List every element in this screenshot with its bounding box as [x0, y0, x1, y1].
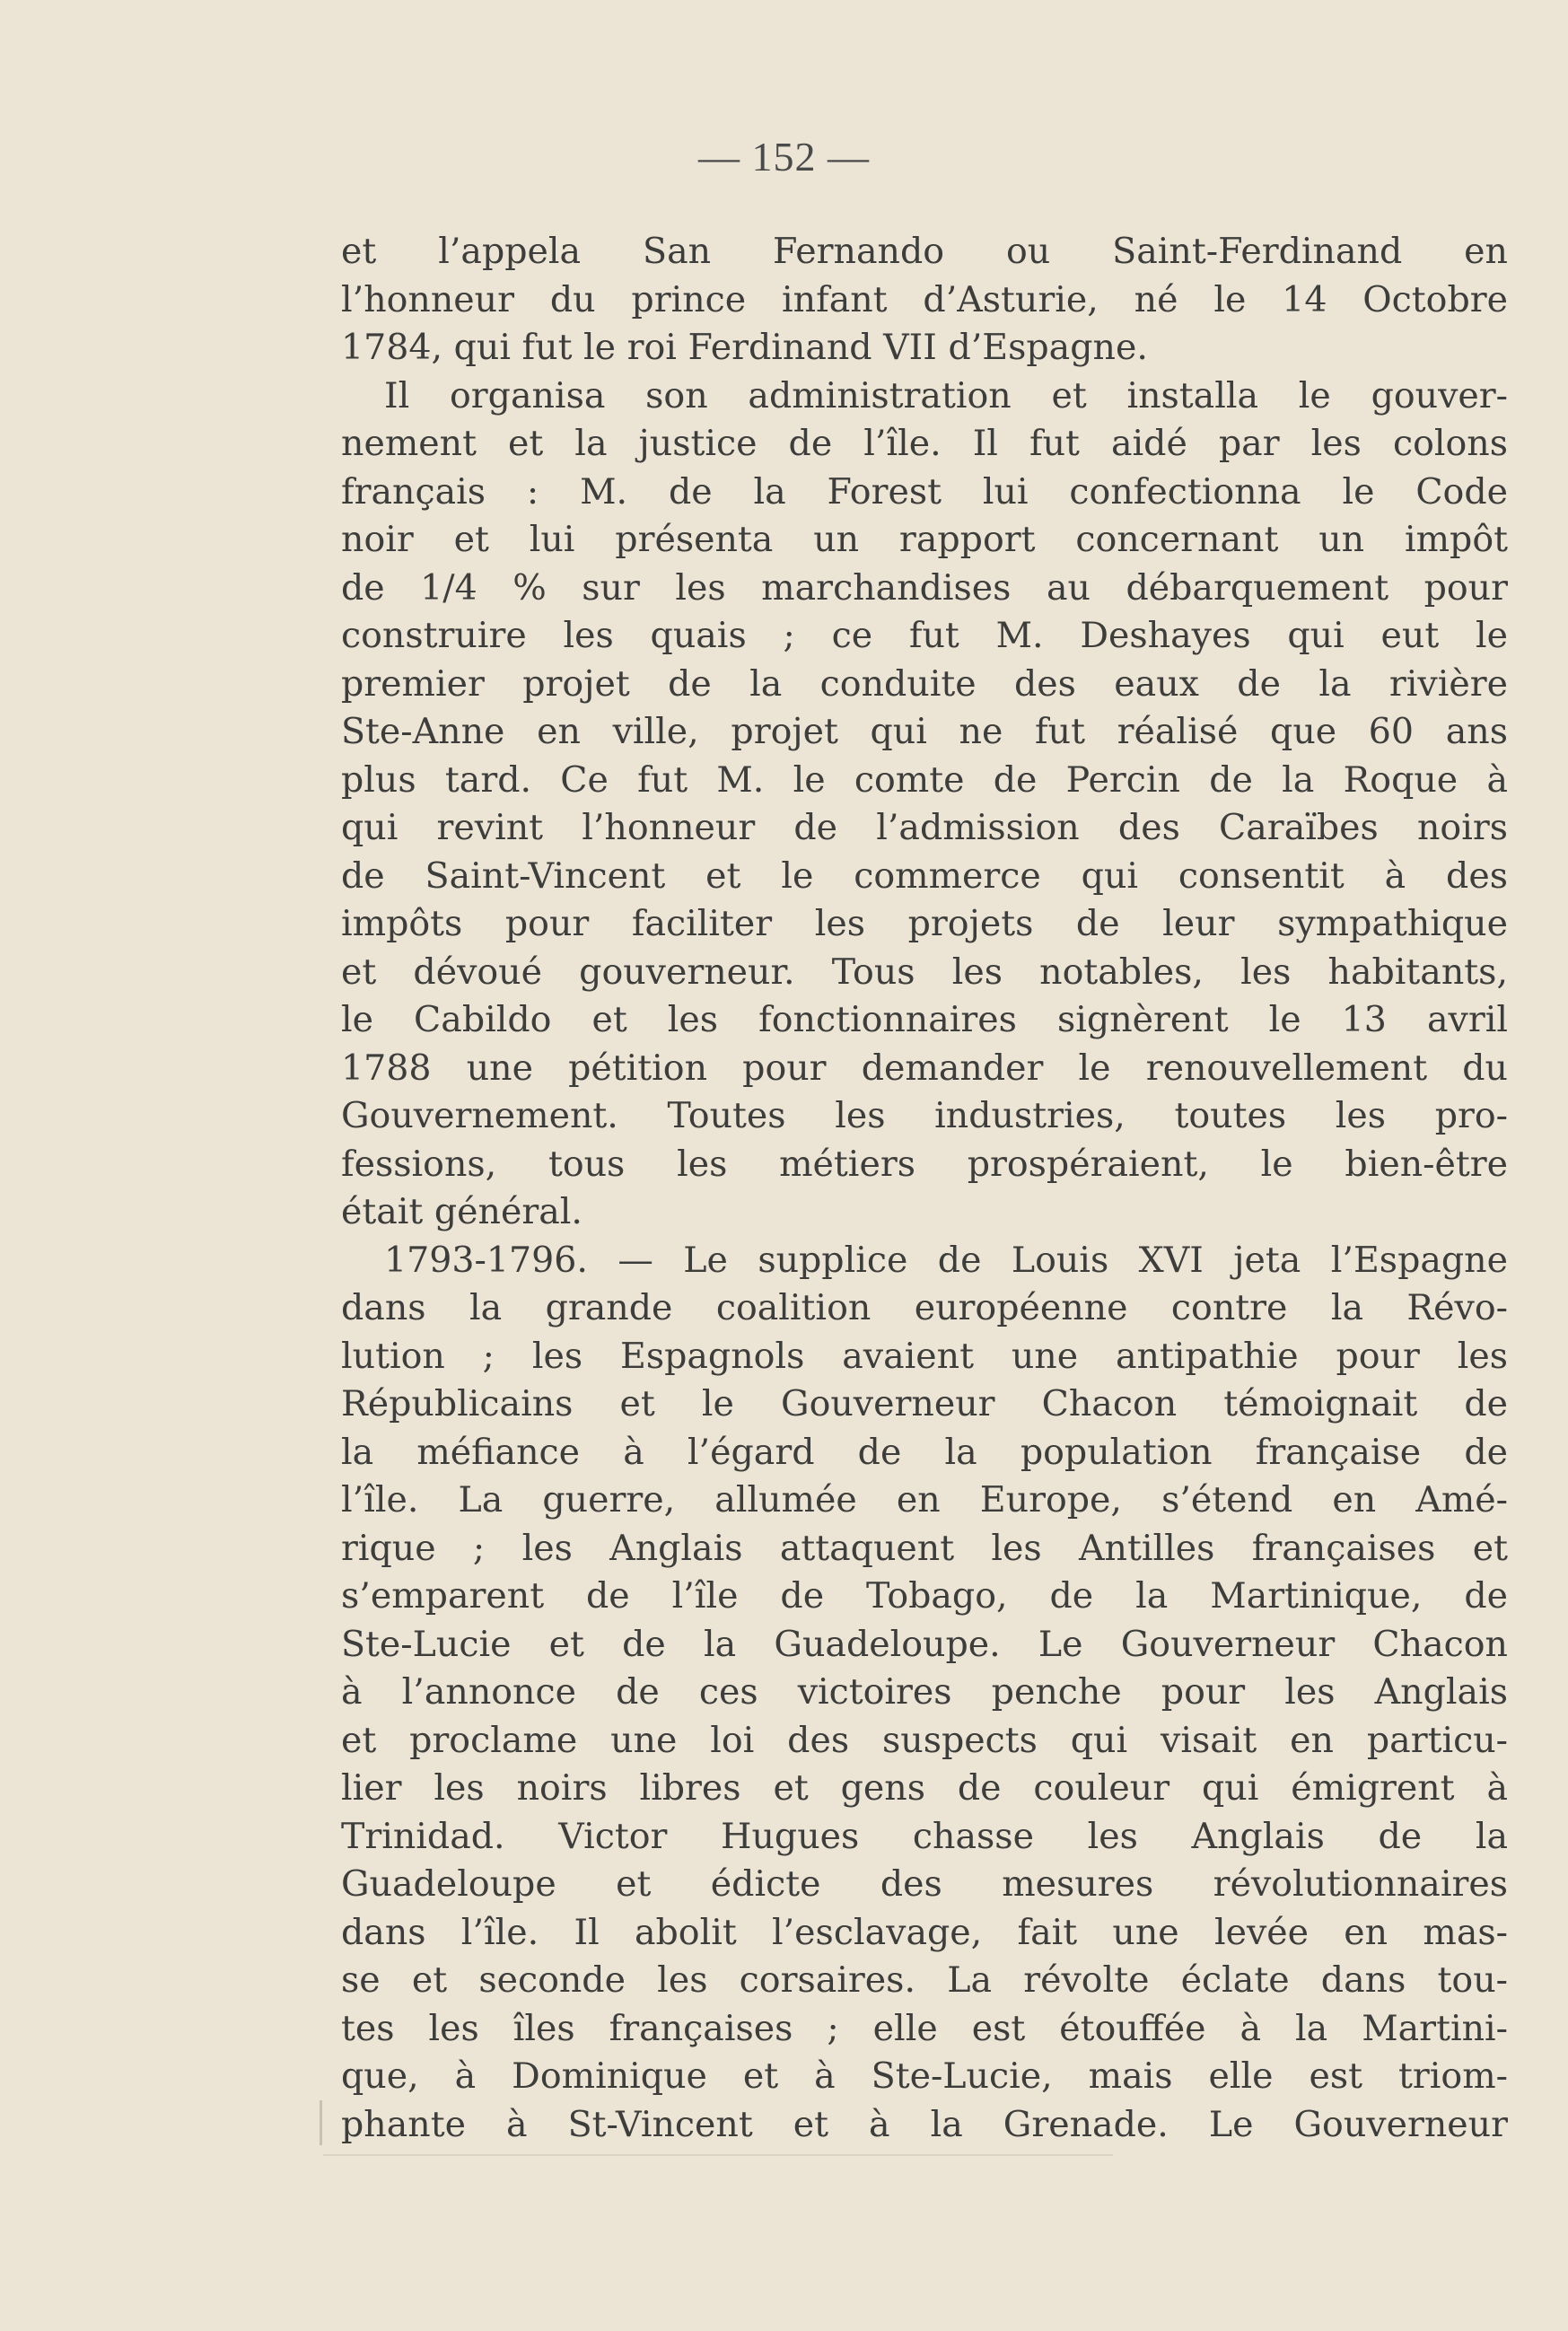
text-line: Gouvernement. Toutes les industries, toutes les pro-	[341, 1095, 1508, 1136]
text-line: tes les îles françaises ; elle est étouffée à la Martini-	[341, 2007, 1508, 2049]
text-line: phante à St-Vincent et à la Grenade. Le Gouverneur	[341, 2103, 1508, 2145]
text-line: lution ; les Espagnols avaient une antipathie pour les	[341, 1335, 1508, 1377]
text-line: lier les noirs libres et gens de couleur qui émigrent à	[341, 1767, 1508, 1809]
text-line: Guadeloupe et édicte des mesures révolutionnaires	[341, 1863, 1508, 1905]
text-line: dans l’île. Il abolit l’esclavage, fait une levée en mas-	[341, 1911, 1508, 1953]
text-line: Ste-Lucie et de la Guadeloupe. Le Gouverneur Chacon	[341, 1623, 1508, 1665]
text-line: construire les quais ; ce fut M. Deshayes qui eut le	[341, 615, 1508, 656]
text-line: que, à Dominique et à Ste-Lucie, mais elle est triom-	[341, 2055, 1508, 2097]
text-line: et l’appela San Fernando ou Saint-Ferdinand en	[341, 231, 1508, 272]
text-line: se et seconde les corsaires. La révolte éclate dans tou-	[341, 1959, 1508, 2001]
page-number: — 152 —	[698, 134, 870, 180]
text-line: qui revint l’honneur de l’admission des Caraïbes noirs	[341, 807, 1508, 848]
text-line: de Saint-Vincent et le commerce qui consentit à des	[341, 854, 1508, 897]
text-line: nement et la justice de l’île. Il fut aidé par les colons	[341, 423, 1508, 464]
text-line: et dévoué gouverneur. Tous les notables, les habitants,	[341, 951, 1508, 993]
text-line: 1784, qui fut le roi Ferdinand VII d’Espagne.	[341, 327, 1148, 368]
text-line: dans la grande coalition européenne contre la Révo-	[341, 1287, 1508, 1328]
text-line: noir et lui présenta un rapport concernant un impôt	[341, 519, 1508, 560]
text-line: français : M. de la Forest lui confectionna le Code	[341, 470, 1508, 513]
text-line: l’honneur du prince infant d’Asturie, né le 14 Octobre	[341, 278, 1508, 320]
text-line: impôts pour faciliter les projets de leur sympathique	[341, 903, 1508, 944]
body-text	[341, 228, 1508, 2149]
margin-mark	[323, 2154, 1113, 2156]
text-line: Trinidad. Victor Hugues chasse les Anglais de la	[341, 1815, 1508, 1857]
text-line: Ste-Anne en ville, projet qui ne fut réalisé que 60 ans	[341, 711, 1508, 752]
text-line: et proclame une loi des suspects qui visait en particu-	[341, 1719, 1508, 1761]
text-line: Républicains et le Gouverneur Chacon témoignait de	[341, 1383, 1508, 1424]
text-line: rique ; les Anglais attaquent les Antilles françaises et	[341, 1527, 1508, 1569]
text-line: 1793-1796. — Le supplice de Louis XVI jeta l’Espagne	[384, 1239, 1508, 1281]
text-line: était général.	[341, 1191, 583, 1232]
text-line: s’emparent de l’île de Tobago, de la Martinique, de	[341, 1575, 1508, 1617]
text-line: de 1/4 % sur les marchandises au débarquement pour	[341, 566, 1508, 609]
margin-mark	[320, 2100, 322, 2145]
text-line: fessions, tous les métiers prospéraient, le bien-être	[341, 1143, 1508, 1185]
text-line: 1788 une pétition pour demander le renouvellement du	[341, 1047, 1508, 1089]
text-line: plus tard. Ce fut M. le comte de Percin de la Roque à	[341, 758, 1508, 801]
text-line: la méfiance à l’égard de la population française de	[341, 1431, 1508, 1473]
text-line: à l’annonce de ces victoires penche pour les Anglais	[341, 1671, 1508, 1713]
text-line: Il organisa son administration et installa le gouver-	[384, 374, 1508, 416]
text-line: le Cabildo et les fonctionnaires signèrent le 13 avril	[341, 999, 1508, 1040]
text-line: premier projet de la conduite des eaux de la rivière	[341, 662, 1508, 705]
text-line: l’île. La guerre, allumée en Europe, s’étend en Amé-	[341, 1479, 1508, 1520]
